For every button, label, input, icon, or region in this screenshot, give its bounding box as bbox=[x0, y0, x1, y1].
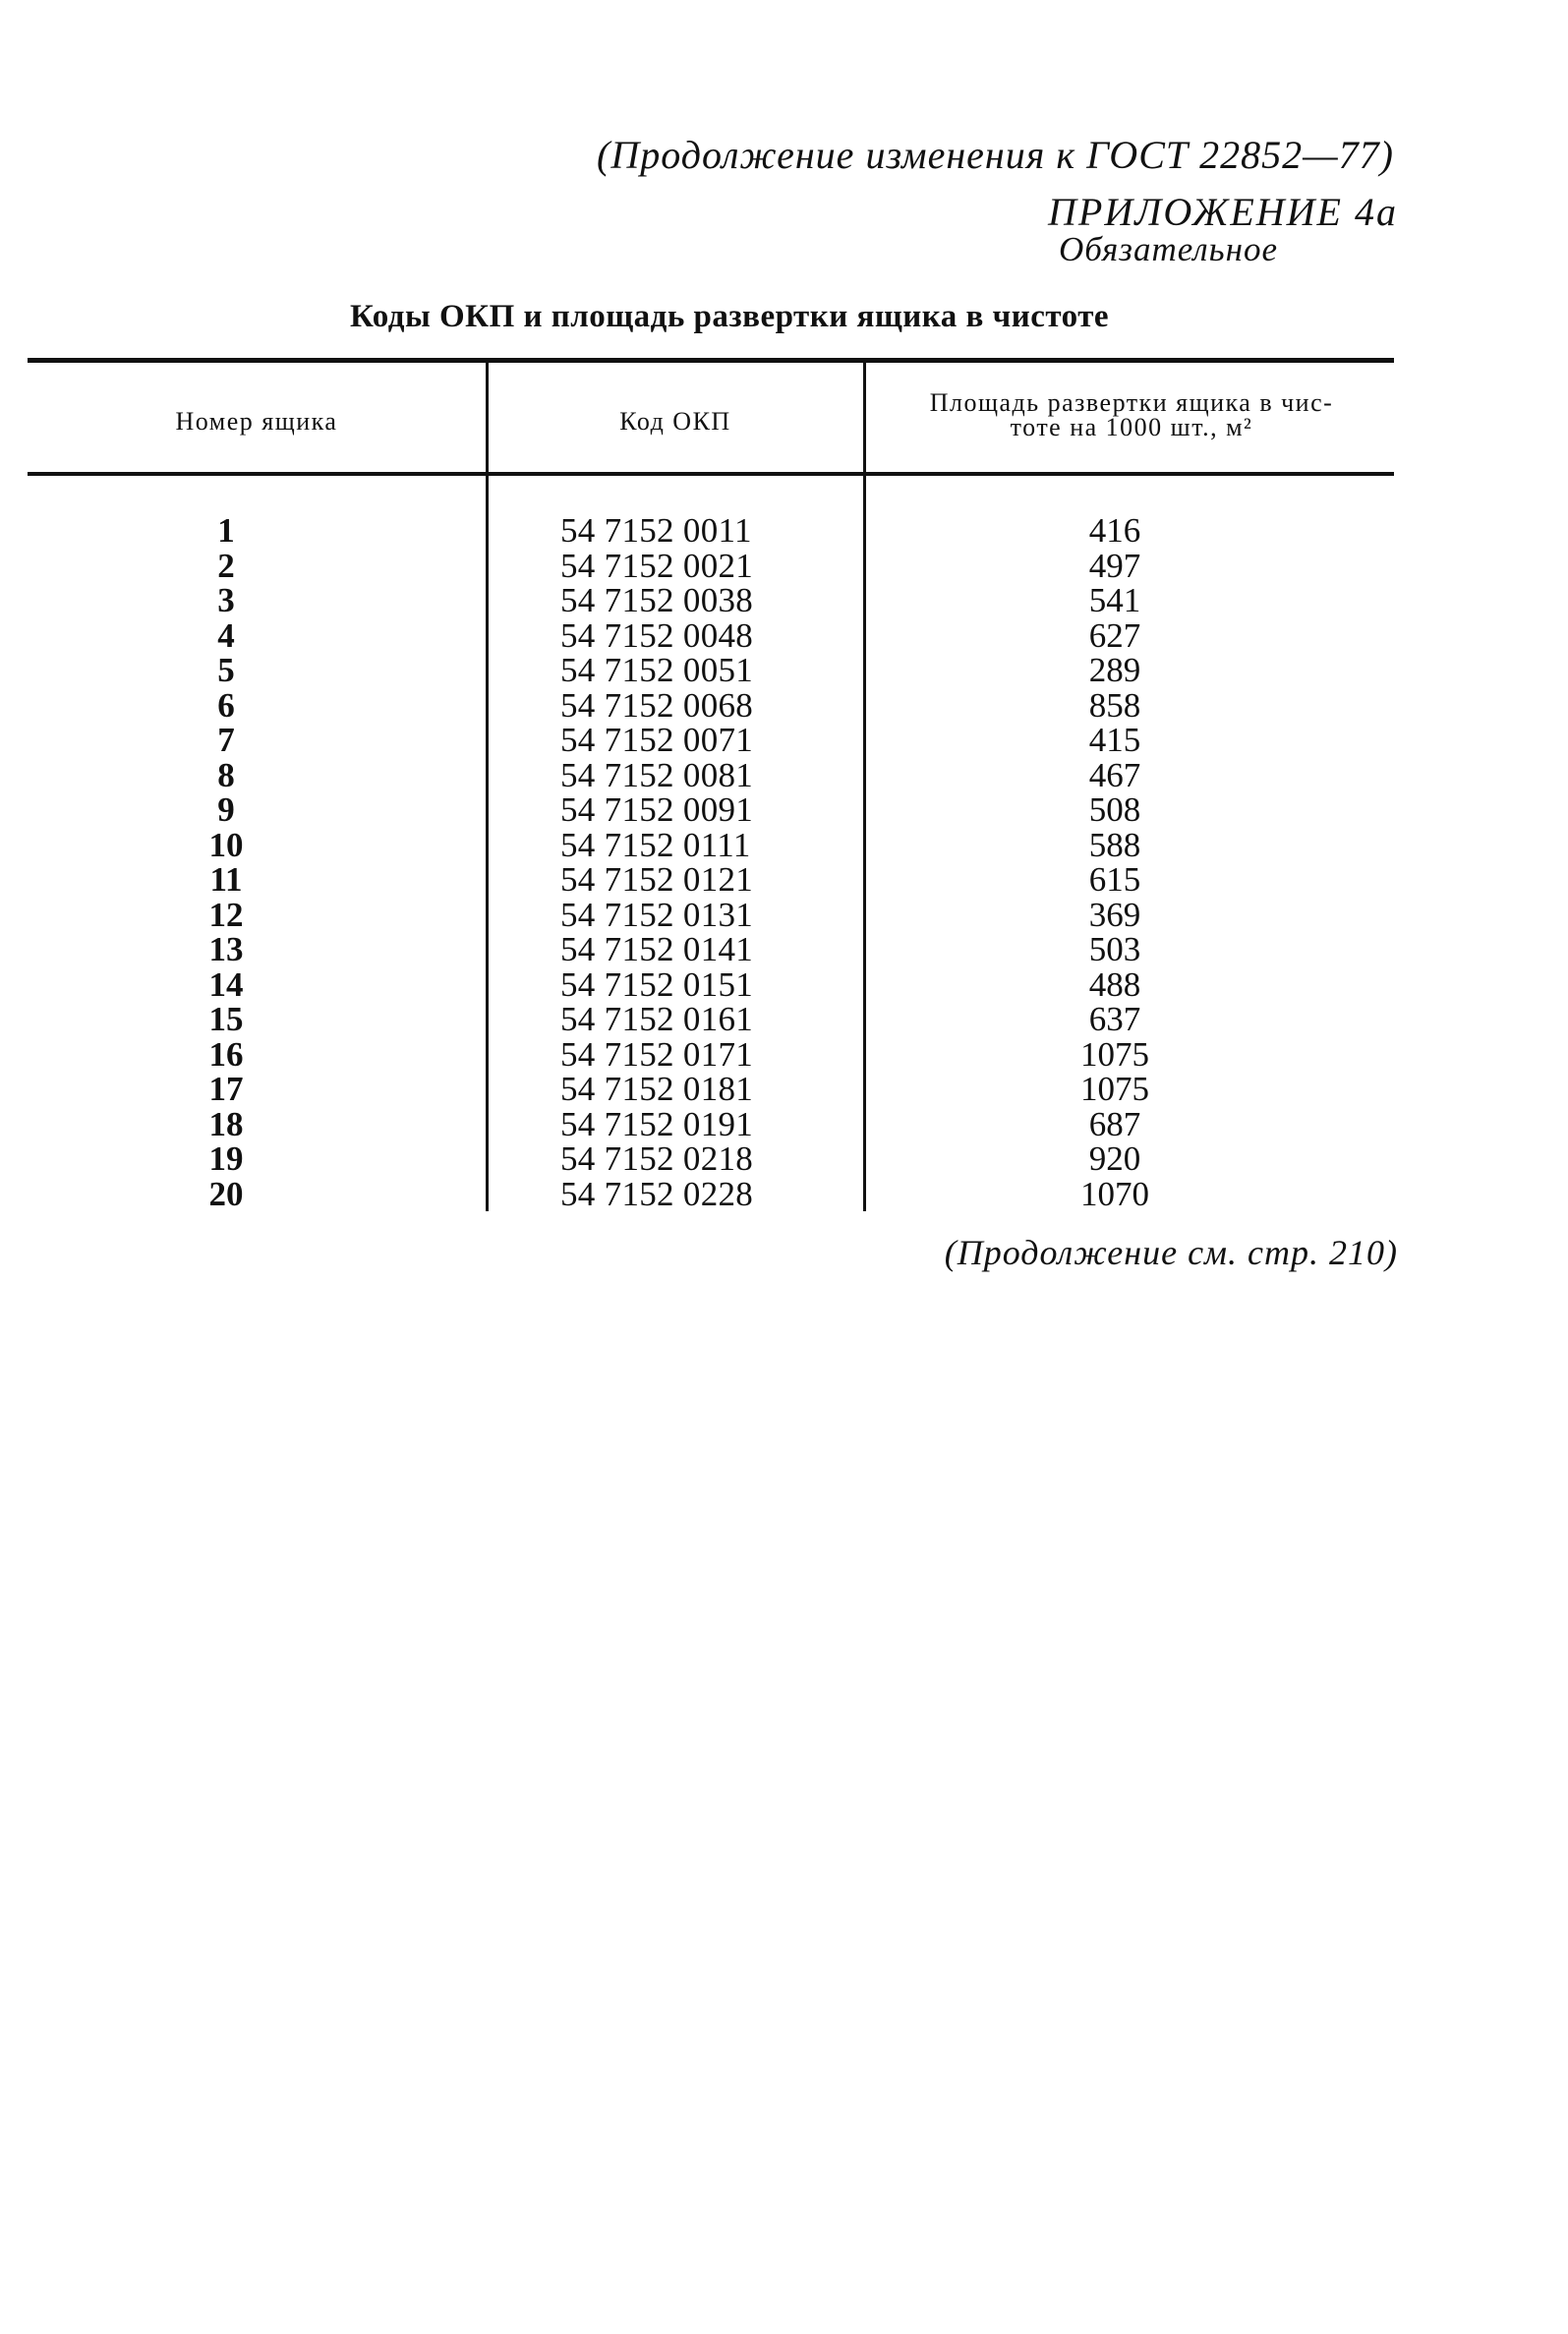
row-okp-code: 54 7152 0048 bbox=[560, 615, 754, 655]
table-row bbox=[0, 615, 1568, 655]
row-number: 16 bbox=[208, 1034, 244, 1074]
row-okp-code: 54 7152 0151 bbox=[560, 964, 754, 1004]
row-area: 467 bbox=[1088, 755, 1141, 794]
row-area: 637 bbox=[1088, 1000, 1141, 1038]
row-okp-code: 54 7152 0218 bbox=[560, 1139, 754, 1178]
table-row bbox=[0, 1072, 1568, 1107]
row-okp-code: 54 7152 0121 bbox=[560, 860, 754, 899]
row-okp-code: 54 7152 0228 bbox=[560, 1174, 754, 1213]
row-number: 15 bbox=[208, 1000, 244, 1038]
row-area: 497 bbox=[1088, 546, 1141, 585]
row-number: 4 bbox=[217, 615, 235, 655]
row-area: 289 bbox=[1088, 651, 1141, 689]
row-okp-code: 54 7152 0171 bbox=[560, 1034, 754, 1074]
table-top-rule bbox=[28, 358, 1394, 363]
row-area: 541 bbox=[1088, 581, 1141, 619]
appendix-status: Обязательное bbox=[1059, 230, 1278, 268]
row-okp-code: 54 7152 0068 bbox=[560, 685, 754, 725]
table-row bbox=[0, 583, 1568, 618]
row-number: 2 bbox=[217, 546, 235, 585]
row-number: 13 bbox=[208, 930, 244, 968]
column-header-number: Номер ящика bbox=[175, 407, 338, 436]
row-number: 7 bbox=[217, 721, 235, 759]
row-area: 858 bbox=[1088, 685, 1141, 725]
row-number: 5 bbox=[217, 651, 235, 689]
row-number: 17 bbox=[208, 1070, 244, 1108]
row-area: 588 bbox=[1088, 825, 1141, 864]
column-header-code: Код ОКП bbox=[619, 407, 731, 436]
row-number: 10 bbox=[208, 825, 244, 864]
row-okp-code: 54 7152 0191 bbox=[560, 1104, 754, 1143]
row-area: 1075 bbox=[1080, 1070, 1149, 1108]
row-number: 20 bbox=[208, 1174, 244, 1213]
row-area: 615 bbox=[1088, 860, 1141, 899]
row-okp-code: 54 7152 0081 bbox=[560, 755, 754, 794]
table-row bbox=[0, 685, 1568, 725]
row-number: 3 bbox=[217, 581, 235, 619]
table-row bbox=[0, 1034, 1568, 1074]
row-number: 19 bbox=[208, 1139, 244, 1178]
table-row bbox=[0, 653, 1568, 688]
table-title: Коды ОКП и площадь развертки ящика в чистоте bbox=[349, 299, 1110, 334]
row-number: 11 bbox=[209, 860, 243, 899]
column-header-area-line2: тоте на 1000 шт., м² bbox=[1010, 413, 1253, 441]
table-row bbox=[0, 755, 1568, 794]
column-header-area bbox=[869, 390, 1394, 439]
row-number: 1 bbox=[217, 511, 235, 550]
table-row bbox=[0, 1104, 1568, 1143]
row-area: 369 bbox=[1088, 895, 1141, 934]
row-okp-code: 54 7152 0021 bbox=[560, 546, 754, 585]
row-okp-code: 54 7152 0091 bbox=[560, 790, 754, 829]
footer-continuation: (Продолжение см. стр. 210) bbox=[944, 1233, 1398, 1272]
row-area: 415 bbox=[1088, 721, 1141, 759]
table-header-rule bbox=[28, 472, 1394, 476]
table-row bbox=[0, 792, 1568, 828]
row-number: 18 bbox=[208, 1104, 244, 1143]
row-okp-code: 54 7152 0111 bbox=[560, 825, 751, 864]
row-okp-code: 54 7152 0011 bbox=[560, 511, 752, 550]
row-area: 687 bbox=[1088, 1104, 1141, 1143]
continuation-header: (Продолжение изменения к ГОСТ 22852—77) bbox=[597, 133, 1394, 177]
row-area: 508 bbox=[1088, 790, 1141, 829]
row-area: 920 bbox=[1088, 1139, 1141, 1178]
row-okp-code: 54 7152 0071 bbox=[560, 721, 754, 759]
row-area: 503 bbox=[1088, 930, 1141, 968]
appendix-title: ПРИЛОЖЕНИЕ 4а bbox=[1048, 190, 1398, 234]
row-okp-code: 54 7152 0051 bbox=[560, 651, 754, 689]
row-area: 1075 bbox=[1080, 1034, 1149, 1074]
row-okp-code: 54 7152 0161 bbox=[560, 1000, 754, 1038]
table-row bbox=[0, 862, 1568, 898]
table-row bbox=[0, 964, 1568, 1004]
table-row bbox=[0, 1174, 1568, 1213]
row-okp-code: 54 7152 0141 bbox=[560, 930, 754, 968]
row-area: 1070 bbox=[1080, 1174, 1149, 1213]
row-okp-code: 54 7152 0131 bbox=[560, 895, 754, 934]
table-row bbox=[0, 1141, 1568, 1177]
row-okp-code: 54 7152 0038 bbox=[560, 581, 754, 619]
row-number: 6 bbox=[217, 685, 235, 725]
row-number: 12 bbox=[208, 895, 244, 934]
table-row bbox=[0, 546, 1568, 585]
table-row bbox=[0, 513, 1568, 549]
row-number: 9 bbox=[217, 790, 235, 829]
row-area: 488 bbox=[1088, 964, 1141, 1004]
table-row bbox=[0, 932, 1568, 967]
table-row bbox=[0, 1002, 1568, 1037]
table-row bbox=[0, 723, 1568, 758]
row-number: 8 bbox=[217, 755, 235, 794]
row-area: 627 bbox=[1088, 615, 1141, 655]
row-okp-code: 54 7152 0181 bbox=[560, 1070, 754, 1108]
row-area: 416 bbox=[1088, 511, 1141, 550]
table-row bbox=[0, 825, 1568, 864]
row-number: 14 bbox=[208, 964, 244, 1004]
column-header-area-line1: Площадь развертки ящика в чис- bbox=[929, 388, 1334, 417]
table-row bbox=[0, 895, 1568, 934]
